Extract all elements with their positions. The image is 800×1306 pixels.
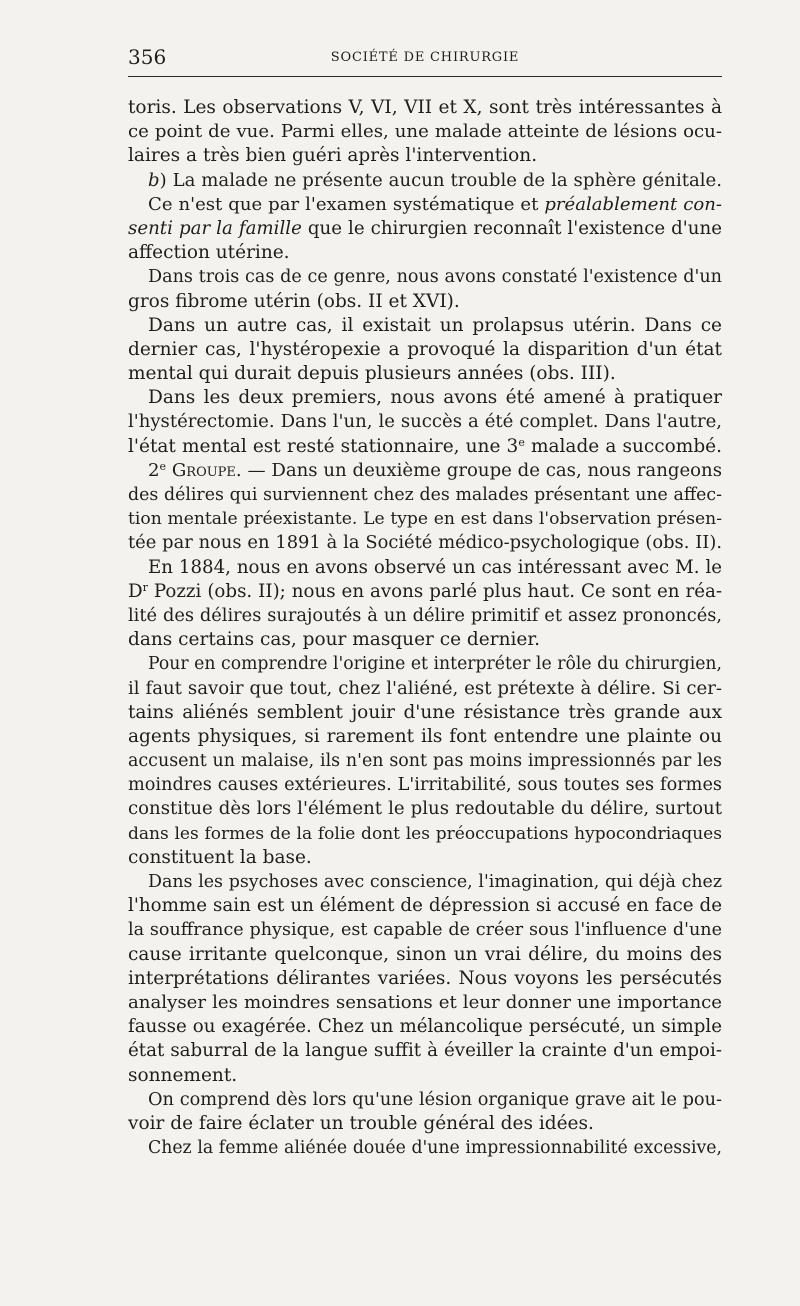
text-line: On comprend dès lors qu'une lésion organique grave ait le pou- (148, 1089, 722, 1110)
line-text: Pozzi (obs. II); nous en avons parlé plus haut. Ce sont en réa- (147, 580, 722, 602)
text-line (128, 580, 722, 604)
text-line (128, 435, 722, 459)
text-line: gros fibrome utérin (obs. II et XVI). (128, 290, 460, 312)
text-line: Dans trois cas de ce genre, nous avons constaté l'existence d'un (148, 267, 722, 288)
text-line (128, 217, 722, 241)
text-line: ce point de vue. Parmi elles, une malade atteinte de lésions ocu- (128, 121, 722, 143)
body-text (128, 96, 722, 1160)
text-line: affection utérine. (128, 242, 290, 264)
text-line: tée par nous en 1891 à la Société médico-psychologique (obs. II). (128, 532, 722, 554)
line-text: — Dans un deuxième groupe de cas, nous rangeons (241, 459, 722, 481)
text-line: Chez la femme aliénée douée d'une impressionnabilité excessive, (148, 1138, 722, 1159)
text-line: Dans un autre cas, il existait un prolapsus utérin. Dans ce (148, 314, 722, 336)
text-line: laires a très bien guéri après l'intervention. (128, 145, 538, 167)
text-line: dans certains cas, pour masquer ce dernier. (128, 629, 541, 651)
text-line: tion mentale préexistante. Le type en est dans l'observation présen- (128, 509, 722, 530)
text-line (128, 193, 722, 217)
text-line: moindres causes extérieures. L'irritabilité, sous toutes ses formes (128, 775, 722, 796)
text-line: dernier cas, l'hystéropexie a provoqué la disparition d'un état (128, 338, 722, 360)
text-line: voir de faire éclater un trouble général des idées. (128, 1112, 594, 1134)
italic-text: préalablement con- (544, 193, 722, 215)
line-text: D (128, 580, 143, 602)
line-text: ) La malade ne présente aucun trouble de la sphère génitale. (159, 169, 722, 191)
line-text: malade a succombé. (524, 435, 722, 457)
text-line (128, 169, 722, 193)
line-text: l'état mental est resté stationnaire, une 3 (128, 435, 519, 457)
text-line: accusent un malaise, ils n'en sont pas moins impressionnés par les (128, 751, 722, 772)
text-line: la souffrance physique, est capable de créer sous l'influence d'une (128, 920, 722, 941)
text-line: fausse ou exagérée. Chez un mélancolique persécuté, un simple (128, 1016, 722, 1038)
text-line: mental qui durait depuis plusieurs années (obs. III). (128, 363, 616, 385)
page-number: 356 (128, 45, 167, 69)
text-line: il faut savoir que tout, chez l'aliéné, est prétexte à délire. Si cer- (128, 677, 722, 699)
text-line: sonnement. (128, 1064, 238, 1086)
page-header (128, 44, 722, 77)
text-line: agents physiques, si rarement ils font entendre une plainte ou (128, 725, 722, 747)
text-line: toris. Les observations V, VI, VII et X, sont très intéressantes à (128, 97, 722, 118)
text-line: dans les formes de la folie dont les préoccupations hypocondriaques (128, 823, 722, 844)
text-line (128, 459, 722, 483)
text-line: l'homme sain est un élément de dépression si accusé en face de (128, 895, 722, 917)
text-line: Dans les psychoses avec conscience, l'imagination, qui déjà chez (148, 872, 722, 892)
italic-text: senti par la famille (128, 217, 302, 239)
text-line: constitue dès lors l'élément le plus redoutable du délire, surtout (128, 798, 722, 820)
text-line: des délires qui surviennent chez des malades présentant une affec- (128, 485, 722, 505)
superscript: e (518, 435, 525, 449)
italic-text: b (148, 169, 160, 191)
line-text: 2 (148, 459, 160, 481)
line-text: que le chirurgien reconnaît l'existence d'une (301, 217, 722, 239)
running-title: SOCIÉTÉ DE CHIRURGIE (330, 50, 520, 65)
superscript: e (159, 459, 167, 473)
text-line: lité des délires surajoutés à un délire primitif et assez prononcés, (128, 604, 722, 626)
line-text: Ce n'est que par l'examen systématique et (148, 193, 545, 215)
text-line: Pour en comprendre l'origine et interpréter le rôle du chirurgien, (148, 654, 722, 675)
text-line: tains aliénés semblent jouir d'une résistance très grande aux (128, 701, 722, 723)
text-line: En 1884, nous en avons observé un cas intéressant avec M. le (148, 556, 722, 578)
text-line: l'hystérectomie. Dans l'un, le succès a été complet. Dans l'autre, (128, 411, 722, 433)
section-label: Groupe. (166, 459, 242, 481)
text-line: constituent la base. (128, 846, 312, 868)
superscript: r (142, 580, 148, 594)
text-line: interprétations délirantes variées. Nous voyons les persécutés (128, 967, 722, 989)
text-line: analyser les moindres sensations et leur donner une importance (128, 991, 722, 1013)
text-line: cause irritante quelconque, sinon un vrai délire, du moins des (128, 943, 722, 965)
text-line: état saburral de la langue suffit à éveiller la crainte d'un empoi- (128, 1040, 722, 1062)
text-line: Dans les deux premiers, nous avons été amené à pratiquer (148, 387, 722, 409)
